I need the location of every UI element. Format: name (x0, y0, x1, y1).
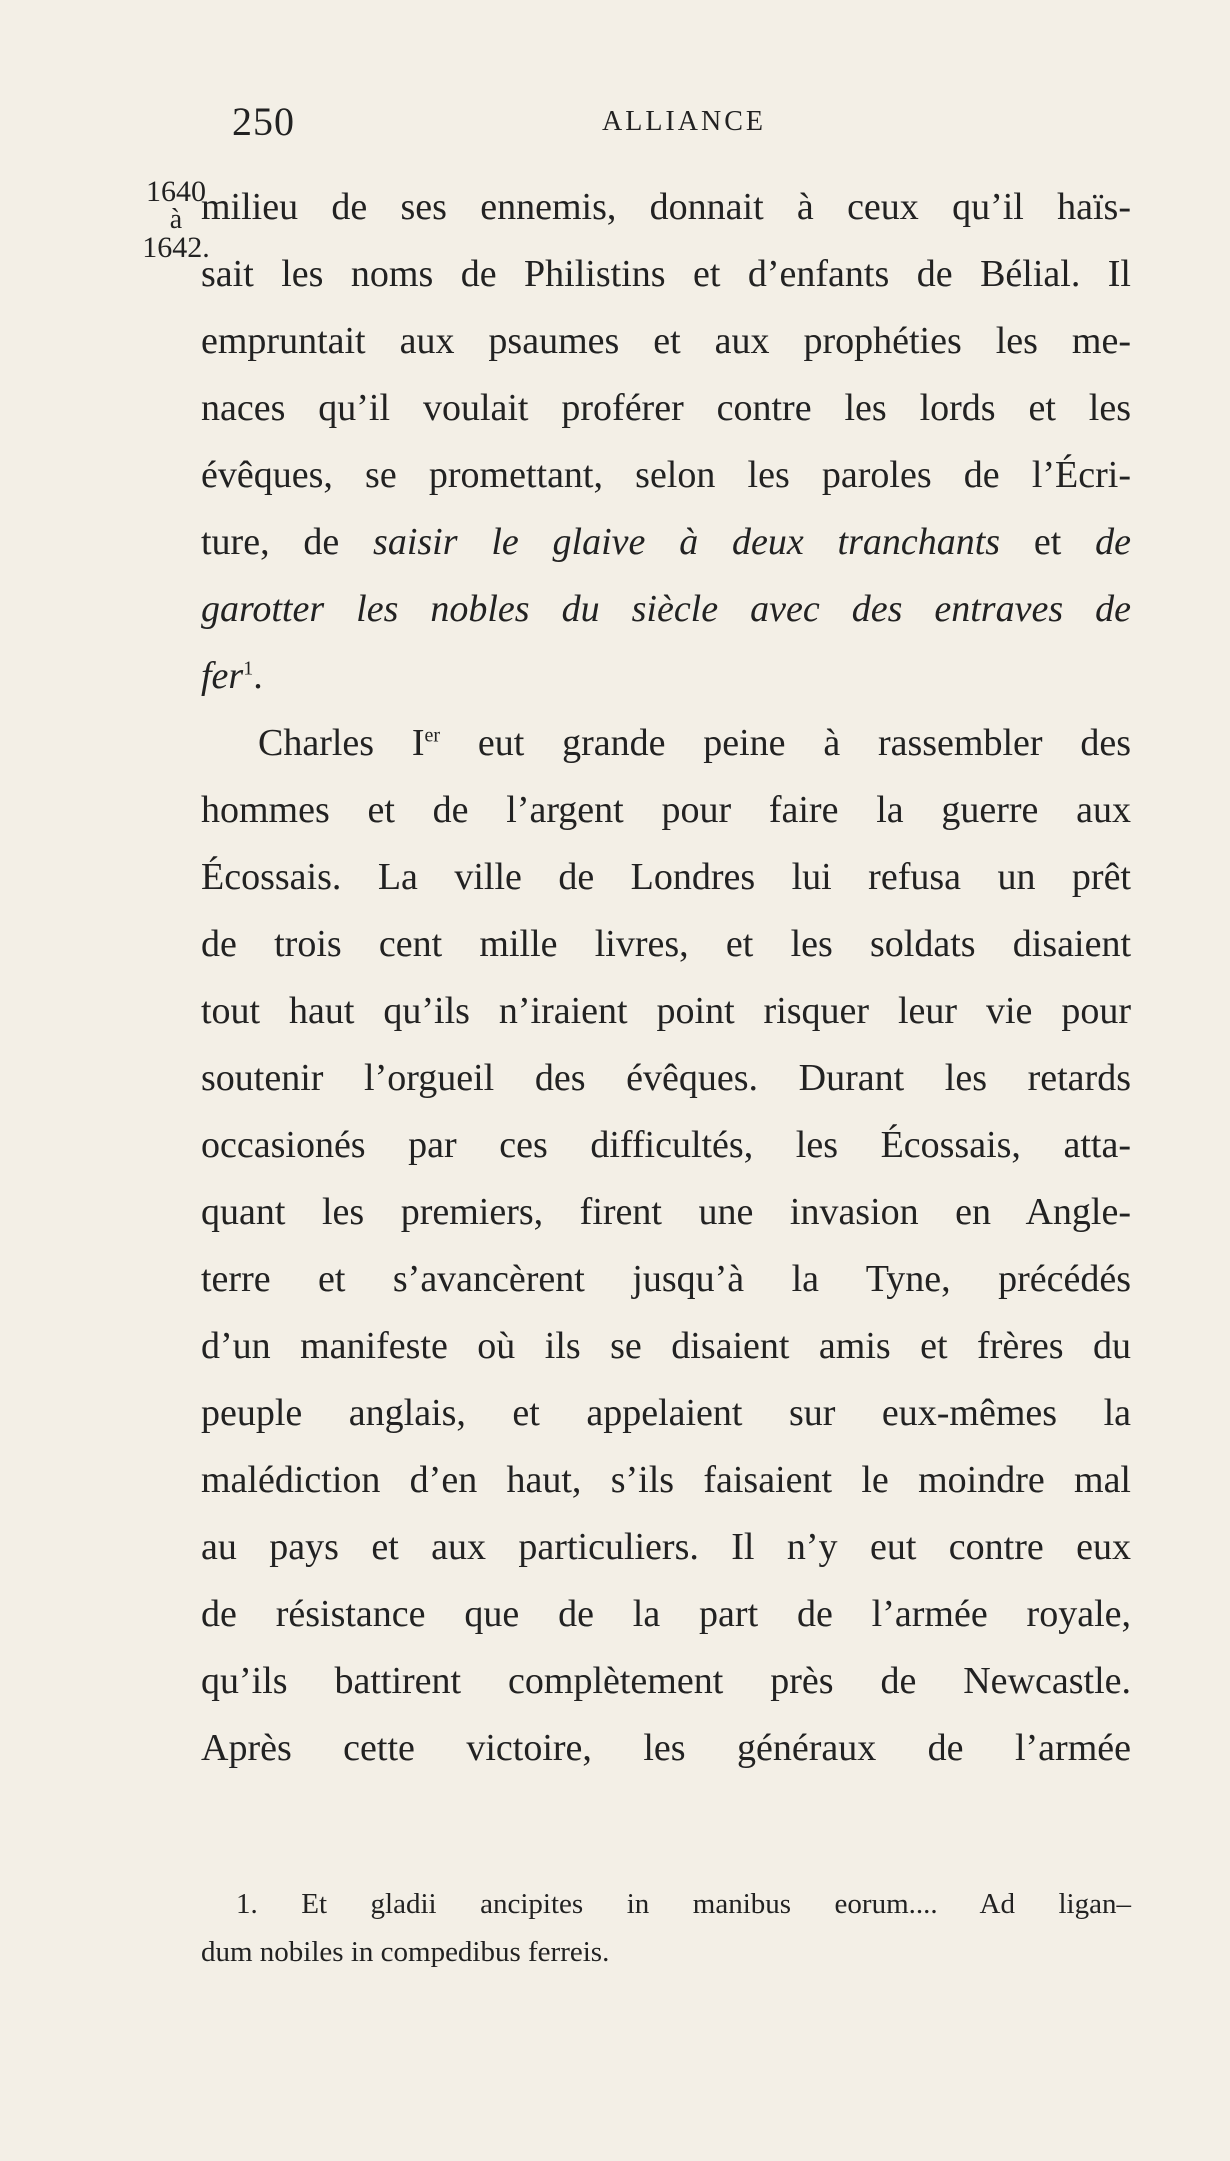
text-line: naces qu’il voulait proférer contre les lords et les (201, 387, 1131, 429)
text-line: quant les premiers, firent une invasion en Angle- (201, 1191, 1131, 1233)
text-line: hommes et de l’argent pour faire la guerre aux (201, 789, 1131, 831)
text-line (201, 509, 1131, 576)
italic-quote: de (1095, 521, 1131, 563)
text-line: évêques, se promettant, selon les paroles de l’Écri- (201, 454, 1131, 496)
text-line: empruntait aux psaumes et aux prophéties les me- (201, 320, 1131, 362)
text-line: de résistance que de la part de l’armée royale, (201, 1593, 1131, 1635)
margin-year-end: 1642. (142, 231, 210, 264)
text-line: soutenir l’orgueil des évêques. Durant les retards (201, 1057, 1131, 1099)
text-run: Charles I (258, 722, 425, 764)
margin-year-start: 1640 (146, 175, 206, 208)
text-line: Après cette victoire, les généraux de l’armée (201, 1727, 1131, 1769)
text-line: sait les noms de Philistins et d’enfants de Bélial. Il (201, 253, 1131, 295)
footnote (201, 1880, 1131, 1976)
main-text (201, 174, 1131, 1782)
text-line: tout haut qu’ils n’iraient point risquer leur vie pour (201, 990, 1131, 1032)
text-line: occasionés par ces difficultés, les Écossais, atta- (201, 1124, 1131, 1166)
text-run: . (253, 655, 263, 697)
text-line: d’un manifeste où ils se disaient amis et frères du (201, 1325, 1131, 1367)
text-run: eut grande peine à rassembler des (440, 722, 1131, 764)
text-line: malédiction d’en haut, s’ils faisaient le moindre mal (201, 1459, 1131, 1501)
text-line: qu’ils battirent complètement près de Newcastle. (201, 1660, 1131, 1702)
text-line: Écossais. La ville de Londres lui refusa un prêt (201, 856, 1131, 898)
footnote-reference: 1 (243, 657, 254, 680)
text-line: au pays et aux particuliers. Il n’y eut contre eux (201, 1526, 1131, 1568)
page-header (232, 98, 766, 158)
italic-quote: garotter les nobles du siècle avec des entraves de (201, 588, 1131, 630)
page-number: 250 (232, 99, 295, 144)
footnote-line: 1. Et gladii ancipites in manibus eorum.... Ad ligan– (236, 1888, 1131, 1920)
footnote-line: dum nobiles in compedibus ferreis. (201, 1936, 610, 1968)
text-line (201, 576, 1131, 643)
text-line: peuple anglais, et appelaient sur eux-mêmes la (201, 1392, 1131, 1434)
text-run: ture, de (201, 521, 374, 563)
italic-quote: fer (201, 655, 244, 697)
text-line (201, 643, 1131, 710)
text-line: milieu de ses ennemis, donnait à ceux qu’il haïs- (201, 186, 1131, 228)
margin-connector: à (169, 204, 183, 235)
italic-quote: saisir le glaive à deux tranchants (373, 521, 1001, 563)
paragraph-start-line (201, 710, 1131, 777)
running-title: ALLIANCE (602, 106, 766, 137)
text-line: de trois cent mille livres, et les soldats disaient (201, 923, 1131, 965)
superscript: er (424, 724, 441, 747)
text-run: et (1000, 521, 1096, 563)
text-line: terre et s’avancèrent jusqu’à la Tyne, précédés (201, 1258, 1131, 1300)
